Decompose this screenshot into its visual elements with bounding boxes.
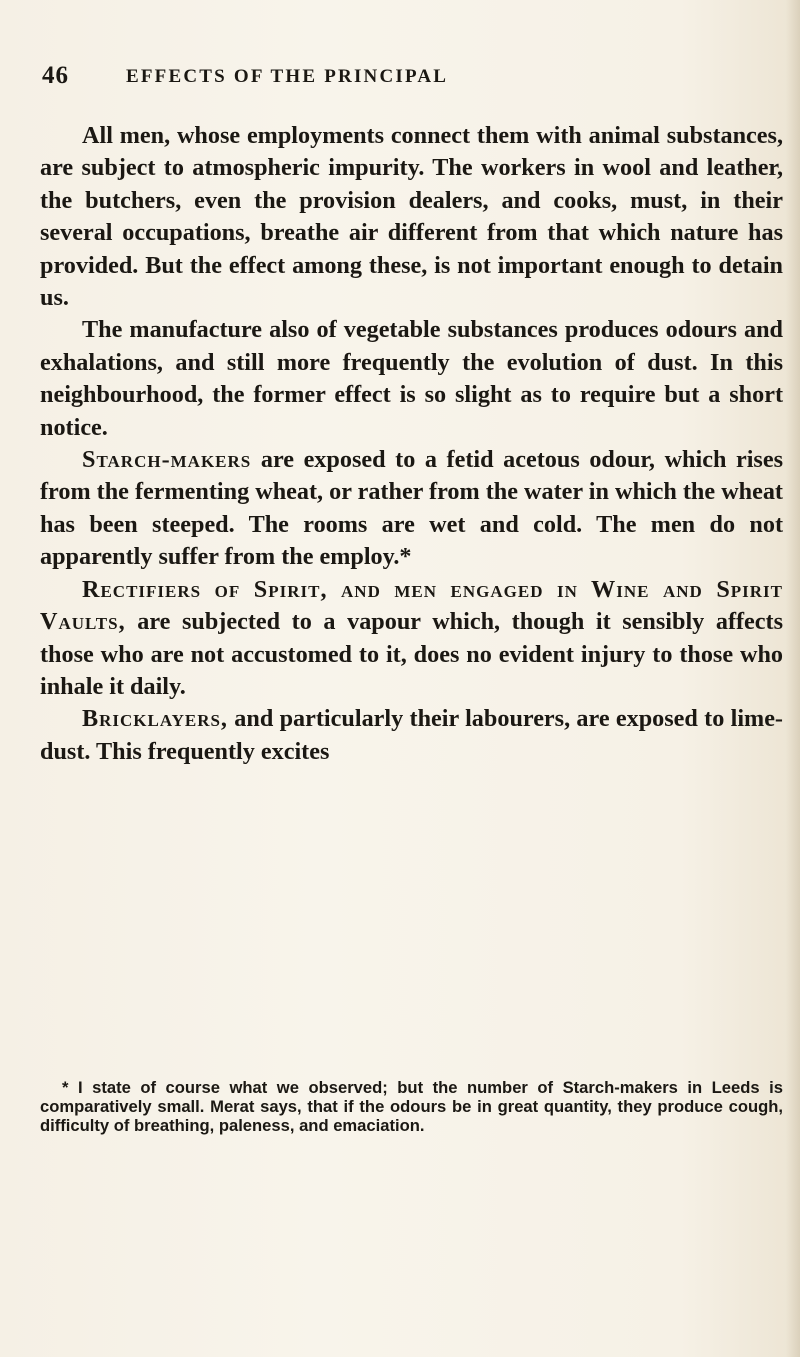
paragraph-rectifiers xyxy=(40,574,783,704)
text-bricklayers: and particularly their labourers, are exposed to lime-dust. This frequently excites xyxy=(40,705,783,765)
page-edge-shadow xyxy=(786,0,800,1357)
running-title: EFFECTS OF THE PRINCIPAL xyxy=(126,66,449,87)
running-head xyxy=(42,60,762,100)
paragraph-bricklayers xyxy=(40,703,783,768)
heading-bricklayers: Bricklayers, xyxy=(82,705,228,733)
text-starch-makers: are exposed to a fetid acetous odour, which rises from the fermenting wheat, or rather from the water in which the wheat has been steeped. The rooms are wet and cold. The men do not apparently suffer from the employ.* xyxy=(40,446,783,571)
paragraph-animal-substances: All men, whose employments connect them with animal substances, are subject to atmospheric impurity. The workers in wool and leather, the butchers, even the provision dealers, and cooks, must, in their several occupations, breathe air different from that which nature has provided. But the effect among these, is not important enough to detain us. xyxy=(40,122,783,312)
paragraph-vegetable-substances: The manufacture also of vegetable substances produces odours and exhalations, and still more frequently the evolution of dust. In this neighbourhood, the former effect is so slight as to require but a short notice. xyxy=(40,316,783,441)
text-rectifiers: are subjected to a vapour which, though it sensibly affects those who are not accustomed to it, does no evident injury to those who inhale it daily. xyxy=(40,608,783,700)
footnote xyxy=(40,1079,783,1135)
body-text xyxy=(40,120,783,768)
heading-rectifiers: Rectifiers of Spirit, and men engaged in Wine and Spirit Vaults, xyxy=(40,575,783,636)
paragraph-starch-makers xyxy=(40,444,783,574)
heading-starch-makers: Starch-makers xyxy=(82,446,252,474)
page-number: 46 xyxy=(42,62,69,89)
footnote-text: * I state of course what we observed; but the number of Starch-makers in Leeds is comparatively small. Merat says, that if the odours be in great quantity, they produce cough, difficulty of breathing, paleness, and emaciation. xyxy=(40,1078,783,1135)
